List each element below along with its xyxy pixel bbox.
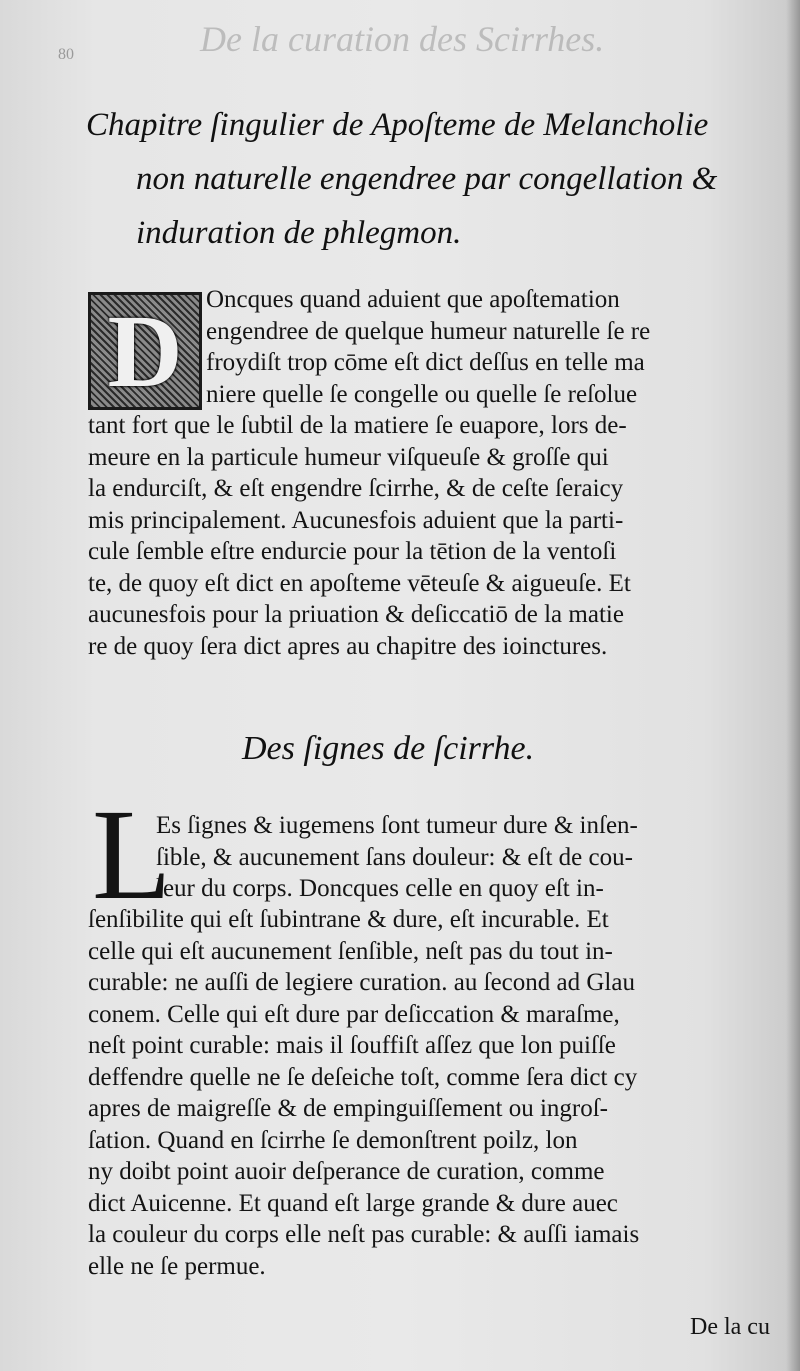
text-line: te, de quoy eſt dict en apoſteme vēteuſe & aigueuſe. Et (88, 569, 631, 597)
text-line: la couleur du corps elle neſt pas curable: & auſſi iamais (88, 1221, 640, 1248)
bleed-through-header: De la curation des Scirrhes. (200, 19, 605, 59)
text-line: Oncques quand aduient que apoſtemation (206, 286, 620, 313)
text-line: ſible, & aucunement ſans douleur: & eſt de cou- (156, 843, 633, 871)
text-line: celle qui eſt aucunement ſenſible, neſt pas du tout in- (88, 937, 613, 965)
text-line: cule ſemble eſtre endurcie pour la tētion de la ventoſi (88, 538, 617, 565)
text-line: leur du corps. Doncques celle en quoy eſt in- (156, 875, 604, 902)
text-line: dict Auicenne. Et quand eſt large grande & dure auec (88, 1189, 618, 1217)
text-line: Es ſignes & iugemens ſont tumeur dure & inſen- (156, 812, 638, 839)
decorated-initial (88, 292, 202, 410)
catchword: De la cu (690, 1314, 770, 1340)
paragraph-1-indented (206, 284, 650, 410)
paragraph-2 (88, 904, 639, 1282)
text-line: elle ne ſe permue. (88, 1252, 266, 1280)
text-line: froydiſt trop cōme eſt dict deſſus en telle ma (206, 349, 645, 376)
text-line: aucunesfois pour la priuation & deſiccatiō de la matie (88, 601, 624, 628)
text-line: ſenſibilite qui eſt ſubintrane & dure, eſt incurable. Et (88, 906, 609, 933)
text-line: deffendre quelle ne ſe deſeiche toſt, comme ſera dict cy (88, 1063, 638, 1091)
text-line: ny doibt point auoir deſperance de curation, comme (88, 1158, 605, 1185)
page-number: 80 (58, 46, 74, 63)
chapter-title (86, 98, 776, 260)
paragraph-2-indented (156, 810, 638, 905)
text-line: meure en la particule humeur viſqueuſe & groſſe qui (88, 443, 609, 471)
chapter-title-line: induration de phlegmon. (136, 215, 462, 251)
text-line: la endurciſt, & eſt engendre ſcirrhe, & de ceſte ſeraicy (88, 475, 624, 502)
text-line: mis principalement. Aucunesfois aduient que la parti- (88, 506, 624, 534)
text-line: conem. Celle qui eſt dure par deſiccation & maraſme, (88, 1000, 620, 1028)
text-line: niere quelle ſe congelle ou quelle ſe reſolue (206, 380, 638, 408)
chapter-title-line: Chapitre ſingulier de Apoſteme de Melancholie (86, 107, 709, 143)
text-line: curable: ne auſſi de legiere curation. au ſecond ad Glau (88, 969, 635, 996)
text-line: apres de maigreſſe & de empinguiſſement ou ingroſ- (88, 1095, 608, 1122)
text-line: neſt point curable: mais il ſouffiſt aſſez que lon puiſſe (88, 1032, 616, 1059)
text-line: engendree de quelque humeur naturelle ſe re (206, 317, 651, 345)
paragraph-1 (88, 410, 631, 662)
text-line: tant fort que le ſubtil de la matiere ſe euapore, lors de- (88, 412, 627, 439)
large-initial: L (92, 783, 172, 927)
page-edge-shadow (786, 0, 800, 1371)
chapter-title-line: non naturelle engendree par congellation & (136, 161, 718, 197)
decorated-initial-letter: D (107, 293, 183, 409)
text-line: ſation. Quand en ſcirrhe ſe demonſtrent poilz, lon (88, 1126, 578, 1154)
section-heading: Des ſignes de ſcirrhe. (242, 730, 535, 767)
text-line: re de quoy ſera dict apres au chapitre des ioinctures. (88, 632, 608, 660)
